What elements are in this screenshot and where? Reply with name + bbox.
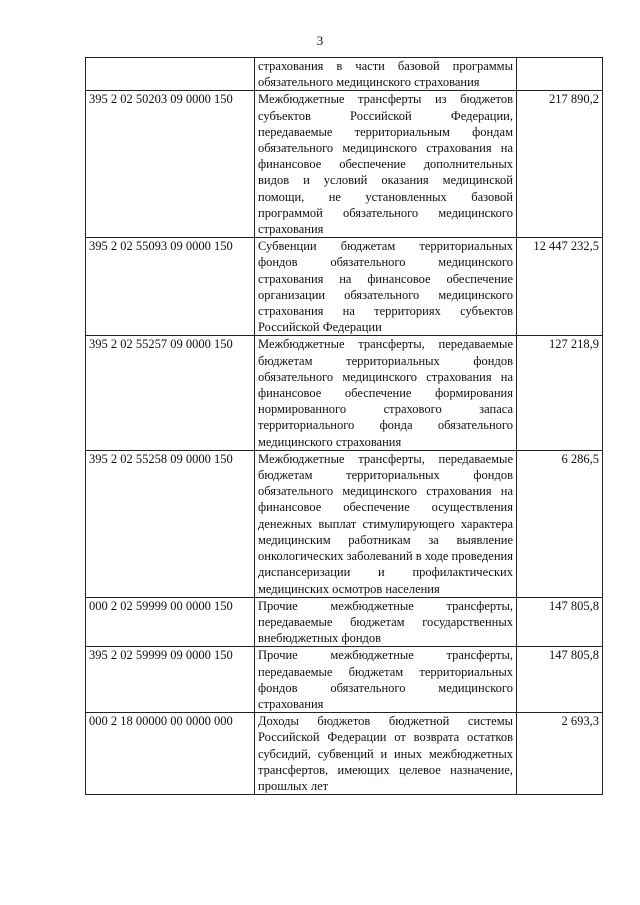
page-number: 3	[316, 33, 324, 48]
revenue-description: страхования в части базовой программы обязательного медицинского страхования	[255, 58, 517, 91]
revenue-description: Межбюджетные трансферты из бюджетов субъектов Российской Федерации, передаваемые территориальным фондам обязательного медицинского страхования на финансовое обеспечение дополнительных видов и условий оказания медицинской помощи, не установленных базовой программой обязательного медицинского страхования	[255, 91, 517, 238]
revenue-description: Межбюджетные трансферты, передаваемые бюджетам территориальных фондов обязательного медицинского страхования на финансовое обеспечение осуществления денежных выплат стимулирующего характера медицинским работникам за выявление онкологических заболеваний в ходе проведения диспансеризации и профилактических медицинских осмотров населения	[255, 450, 517, 597]
budget-code: 395 2 02 55257 09 0000 150	[86, 336, 255, 450]
revenue-table	[85, 57, 603, 795]
table-row	[86, 238, 603, 336]
amount: 12 447 232,5	[517, 238, 603, 336]
budget-code: 395 2 02 55093 09 0000 150	[86, 238, 255, 336]
budget-code: 395 2 02 50203 09 0000 150	[86, 91, 255, 238]
table-row	[86, 647, 603, 713]
table-row	[86, 91, 603, 238]
revenue-description: Субвенции бюджетам территориальных фондов обязательного медицинского страхования на финансовое обеспечение организации обязательного медицинского страхования на территориях субъектов Российской Федерации	[255, 238, 517, 336]
revenue-description: Межбюджетные трансферты, передаваемые бюджетам территориальных фондов обязательного медицинского страхования на финансовое обеспечение формирования нормированного страхового запаса территориального фонда обязательного медицинского страхования	[255, 336, 517, 450]
table-row	[86, 58, 603, 91]
amount	[517, 58, 603, 91]
budget-code: 395 2 02 59999 09 0000 150	[86, 647, 255, 713]
revenue-description: Прочие межбюджетные трансферты, передаваемые бюджетам территориальных фондов обязательного медицинского страхования	[255, 647, 517, 713]
table-row	[86, 336, 603, 450]
table-row	[86, 597, 603, 647]
amount: 6 286,5	[517, 450, 603, 597]
table-row	[86, 713, 603, 795]
budget-code: 000 2 02 59999 00 0000 150	[86, 597, 255, 647]
amount: 147 805,8	[517, 647, 603, 713]
table-row	[86, 450, 603, 597]
amount: 217 890,2	[517, 91, 603, 238]
revenue-description: Доходы бюджетов бюджетной системы Российской Федерации от возврата остатков субсидий, субвенций и иных межбюджетных трансфертов, имеющих целевое назначение, прошлых лет	[255, 713, 517, 795]
amount: 2 693,3	[517, 713, 603, 795]
revenue-description: Прочие межбюджетные трансферты, передаваемые бюджетам государственных внебюджетных фондов	[255, 597, 517, 647]
amount: 147 805,8	[517, 597, 603, 647]
budget-code: 000 2 18 00000 00 0000 000	[86, 713, 255, 795]
amount: 127 218,9	[517, 336, 603, 450]
budget-code: 395 2 02 55258 09 0000 150	[86, 450, 255, 597]
budget-code	[86, 58, 255, 91]
